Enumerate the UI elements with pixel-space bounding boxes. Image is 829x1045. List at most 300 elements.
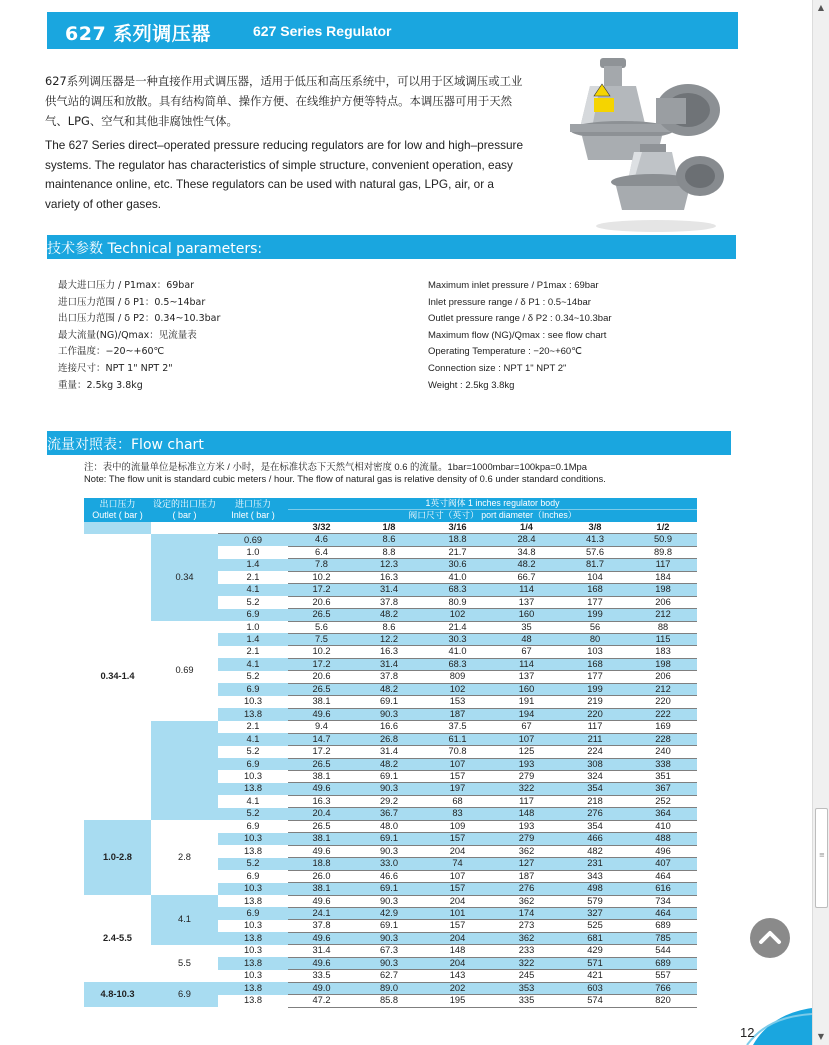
col-header-body: 1英寸阀体 1 inches regulator body	[288, 498, 697, 510]
flow-value-cell: 26.5	[288, 758, 355, 770]
col-header-outlet: 出口压力 Outlet ( bar )	[84, 498, 151, 522]
flow-value-cell: 102	[423, 609, 492, 621]
inlet-pressure-cell: 4.1	[218, 658, 288, 670]
flow-value-cell: 69.1	[355, 920, 423, 932]
flow-value-cell: 31.4	[355, 584, 423, 596]
flow-table-body	[84, 534, 697, 1007]
flow-value-cell: 42.9	[355, 907, 423, 919]
flow-value-cell: 69.1	[355, 883, 423, 895]
set-outlet-cell: 2.8	[151, 820, 218, 895]
flow-value-cell: 18.8	[423, 534, 492, 546]
regulator-product-image	[560, 58, 732, 234]
flow-value-cell: 362	[492, 845, 561, 857]
flow-value-cell: 38.1	[288, 770, 355, 782]
flow-value-cell: 49.6	[288, 845, 355, 857]
set-outlet-cell: 6.9	[151, 982, 218, 1007]
flow-value-cell: 17.2	[288, 658, 355, 670]
flow-value-cell: 168	[561, 658, 629, 670]
param-line-en: Maximum inlet pressure / P1max : 69bar	[428, 280, 599, 291]
flow-value-cell: 557	[629, 970, 697, 982]
outlet-range-cell: 4.8-10.3	[84, 982, 151, 1007]
flow-value-cell: 7.5	[288, 633, 355, 645]
flow-value-cell: 107	[423, 870, 492, 882]
flow-chart-heading-bar	[47, 431, 731, 455]
flow-value-cell: 252	[629, 795, 697, 807]
port-size-header: 1/2	[629, 522, 697, 534]
flow-value-cell: 101	[423, 907, 492, 919]
param-line-cn: 最大进口压力 / P1max：69bar	[58, 280, 195, 291]
flow-value-cell: 353	[492, 982, 561, 994]
flow-value-cell: 85.8	[355, 995, 423, 1007]
flow-value-cell: 26.5	[288, 609, 355, 621]
flow-value-cell: 30.3	[423, 633, 492, 645]
flow-value-cell: 322	[492, 783, 561, 795]
flow-value-cell: 33.5	[288, 970, 355, 982]
flow-value-cell: 574	[561, 995, 629, 1007]
flow-value-cell: 204	[423, 845, 492, 857]
param-line-cn: 出口压力范围 / δ P2：0.34~10.3bar	[58, 313, 221, 325]
flow-value-cell: 103	[561, 646, 629, 658]
page-title-cn: 627 系列调压器	[65, 23, 211, 45]
flow-value-cell: 327	[561, 907, 629, 919]
flow-value-cell: 114	[492, 658, 561, 670]
flow-value-cell: 195	[423, 995, 492, 1007]
flow-value-cell: 107	[492, 733, 561, 745]
port-size-header: 3/8	[561, 522, 629, 534]
flow-value-cell: 66.7	[492, 571, 561, 583]
flow-value-cell: 169	[629, 721, 697, 733]
param-line-en: Maximum flow (NG)/Qmax : see flow chart	[428, 329, 607, 341]
flow-value-cell: 107	[423, 758, 492, 770]
flow-value-cell: 57.6	[561, 546, 629, 558]
inlet-pressure-cell: 0.69	[218, 534, 288, 546]
flow-value-cell: 62.7	[355, 970, 423, 982]
flow-value-cell: 245	[492, 970, 561, 982]
flow-value-cell: 197	[423, 783, 492, 795]
flow-value-cell: 48.2	[355, 758, 423, 770]
inlet-pressure-cell: 5.2	[218, 746, 288, 758]
inlet-pressure-cell: 4.1	[218, 584, 288, 596]
inlet-pressure-cell: 2.1	[218, 646, 288, 658]
flow-value-cell: 102	[423, 683, 492, 695]
inlet-pressure-cell: 13.8	[218, 895, 288, 907]
param-line-en: Inlet pressure range / δ P1 : 0.5~14bar	[428, 296, 591, 308]
flow-value-cell: 109	[423, 820, 492, 832]
flow-value-cell: 38.1	[288, 883, 355, 895]
flow-value-cell: 81.7	[561, 559, 629, 571]
flow-value-cell: 157	[423, 833, 492, 845]
flow-value-cell: 177	[561, 596, 629, 608]
flow-value-cell: 199	[561, 683, 629, 695]
flow-value-cell: 47.2	[288, 995, 355, 1007]
flow-value-cell: 115	[629, 633, 697, 645]
inlet-pressure-cell: 6.9	[218, 870, 288, 882]
flow-value-cell: 279	[492, 770, 561, 782]
flow-value-cell: 482	[561, 845, 629, 857]
flow-value-cell: 324	[561, 770, 629, 782]
flow-value-cell: 17.2	[288, 584, 355, 596]
page-number: 12	[740, 1025, 755, 1040]
flow-value-cell: 766	[629, 982, 697, 994]
flow-value-cell: 49.6	[288, 932, 355, 944]
inlet-pressure-cell: 13.8	[218, 982, 288, 994]
flow-value-cell: 160	[492, 609, 561, 621]
flow-value-cell: 117	[492, 795, 561, 807]
inlet-pressure-cell: 10.3	[218, 883, 288, 895]
flow-value-cell: 809	[423, 671, 492, 683]
flow-value-cell: 464	[629, 870, 697, 882]
set-outlet-cell: 5.5	[151, 945, 218, 982]
flow-value-cell: 41.0	[423, 571, 492, 583]
flow-value-cell: 29.2	[355, 795, 423, 807]
flow-value-cell: 8.6	[355, 621, 423, 633]
flow-value-cell: 544	[629, 945, 697, 957]
flow-value-cell: 67	[492, 721, 561, 733]
param-line-en: Outlet pressure range / δ P2 : 0.34~10.3bar	[428, 313, 612, 325]
inlet-pressure-cell: 13.8	[218, 957, 288, 969]
flow-value-cell: 362	[492, 932, 561, 944]
corner-swoosh-decoration	[745, 1006, 812, 1045]
param-line-cn: 重量：2.5kg 3.8kg	[58, 379, 143, 391]
flow-value-cell: 206	[629, 596, 697, 608]
flow-value-cell: 429	[561, 945, 629, 957]
flow-value-cell: 7.8	[288, 559, 355, 571]
flow-value-cell: 30.6	[423, 559, 492, 571]
flow-value-cell: 199	[561, 609, 629, 621]
flow-value-cell: 206	[629, 671, 697, 683]
flow-value-cell: 24.1	[288, 907, 355, 919]
flow-value-cell: 276	[561, 808, 629, 820]
flow-value-cell: 38.1	[288, 833, 355, 845]
flow-value-cell: 8.8	[355, 546, 423, 558]
flow-value-cell: 67	[492, 646, 561, 658]
flow-value-cell: 157	[423, 920, 492, 932]
flow-value-cell: 734	[629, 895, 697, 907]
flow-value-cell: 273	[492, 920, 561, 932]
inlet-pressure-cell: 1.0	[218, 546, 288, 558]
port-size-header: 1/4	[492, 522, 561, 534]
flow-value-cell: 68	[423, 795, 492, 807]
flow-value-cell: 20.6	[288, 671, 355, 683]
flow-value-cell: 35	[492, 621, 561, 633]
flow-value-cell: 362	[492, 895, 561, 907]
inlet-pressure-cell: 13.8	[218, 932, 288, 944]
inlet-pressure-cell: 1.4	[218, 633, 288, 645]
flow-value-cell: 488	[629, 833, 697, 845]
flow-value-cell: 26.5	[288, 820, 355, 832]
flow-value-cell: 117	[629, 559, 697, 571]
inlet-pressure-cell: 6.9	[218, 820, 288, 832]
flow-value-cell: 41.0	[423, 646, 492, 658]
set-outlet-cell	[151, 721, 218, 821]
flow-value-cell: 37.8	[355, 671, 423, 683]
flow-value-cell: 191	[492, 696, 561, 708]
param-line-cn: 进口压力范围 / δ P1：0.5~14bar	[58, 296, 206, 308]
flow-value-cell: 525	[561, 920, 629, 932]
flow-value-cell: 16.6	[355, 721, 423, 733]
page-title-en: 627 Series Regulator	[253, 23, 392, 39]
flow-value-cell: 69.1	[355, 770, 423, 782]
flow-value-cell: 56	[561, 621, 629, 633]
flow-value-cell: 10.2	[288, 571, 355, 583]
chevron-up-icon	[750, 918, 790, 958]
flow-value-cell: 83	[423, 808, 492, 820]
flow-value-cell: 80	[561, 633, 629, 645]
flow-value-cell: 351	[629, 770, 697, 782]
flow-value-cell: 218	[561, 795, 629, 807]
flow-value-cell: 90.3	[355, 783, 423, 795]
flow-value-cell: 26.0	[288, 870, 355, 882]
flow-chart-heading: 流量对照表：Flow chart	[47, 437, 204, 453]
set-outlet-cell: 0.69	[151, 621, 218, 721]
flow-value-cell: 820	[629, 995, 697, 1007]
col-header-inlet: 进口压力 Inlet ( bar )	[218, 498, 288, 522]
flow-value-cell: 616	[629, 883, 697, 895]
flow-value-cell: 211	[561, 733, 629, 745]
title-bar	[47, 12, 738, 49]
flow-value-cell: 148	[492, 808, 561, 820]
outlet-range-cell: 1.0-2.8	[84, 820, 151, 895]
flow-value-cell: 157	[423, 883, 492, 895]
grip-icon: ≡	[819, 851, 825, 859]
flow-chart-table	[84, 498, 697, 1008]
flow-value-cell: 21.7	[423, 546, 492, 558]
flow-value-cell: 220	[629, 696, 697, 708]
inlet-pressure-cell: 6.9	[218, 683, 288, 695]
flow-value-cell: 90.3	[355, 895, 423, 907]
flow-value-cell: 212	[629, 609, 697, 621]
flow-value-cell: 31.4	[288, 945, 355, 957]
flow-value-cell: 31.4	[355, 746, 423, 758]
flow-value-cell: 240	[629, 746, 697, 758]
flow-value-cell: 127	[492, 858, 561, 870]
table-row	[84, 621, 697, 633]
param-line-cn: 最大流量(NG)/Qmax：见流量表	[58, 329, 197, 341]
flow-value-cell: 571	[561, 957, 629, 969]
flow-value-cell: 48.2	[355, 683, 423, 695]
flow-value-cell: 338	[629, 758, 697, 770]
flow-value-cell: 421	[561, 970, 629, 982]
intro-paragraph-cn: 627系列调压器是一种直接作用式调压器，适用于低压和高压系统中，可以用于区域调压或工业供气站的调压和放散。具有结构简单、操作方便、在线维护方便等特点。本调压器可用于天然气、LPG、空气和其他非腐蚀性气体。	[45, 74, 523, 128]
flow-value-cell: 177	[561, 671, 629, 683]
port-size-header: 1/8	[355, 522, 423, 534]
flow-value-cell: 80.9	[423, 596, 492, 608]
tech-params-en	[428, 278, 612, 394]
flow-value-cell: 49.6	[288, 957, 355, 969]
flow-value-cell: 157	[423, 770, 492, 782]
flow-value-cell: 194	[492, 708, 561, 720]
flow-value-cell: 14.7	[288, 733, 355, 745]
param-line-en: Weight : 2.5kg 3.8kg	[428, 379, 515, 391]
param-line-cn: 工作温度：−20~+60℃	[58, 346, 165, 358]
flow-value-cell: 48.2	[355, 609, 423, 621]
flow-value-cell: 6.4	[288, 546, 355, 558]
inlet-pressure-cell: 5.2	[218, 808, 288, 820]
flow-value-cell: 12.3	[355, 559, 423, 571]
flow-value-cell: 407	[629, 858, 697, 870]
flow-value-cell: 37.5	[423, 721, 492, 733]
inlet-pressure-cell: 10.3	[218, 833, 288, 845]
table-row	[84, 895, 697, 907]
flow-value-cell: 90.3	[355, 708, 423, 720]
inlet-pressure-cell: 10.3	[218, 770, 288, 782]
flow-value-cell: 233	[492, 945, 561, 957]
inlet-pressure-cell: 10.3	[218, 945, 288, 957]
flow-value-cell: 114	[492, 584, 561, 596]
flow-value-cell: 26.5	[288, 683, 355, 695]
flow-value-cell: 16.3	[288, 795, 355, 807]
flow-value-cell: 579	[561, 895, 629, 907]
flow-value-cell: 90.3	[355, 845, 423, 857]
flow-value-cell: 70.8	[423, 746, 492, 758]
flow-value-cell: 496	[629, 845, 697, 857]
inlet-pressure-cell: 6.9	[218, 907, 288, 919]
flow-value-cell: 12.2	[355, 633, 423, 645]
flow-value-cell: 61.1	[423, 733, 492, 745]
flow-value-cell: 187	[492, 870, 561, 882]
flow-value-cell: 50.9	[629, 534, 697, 546]
tech-params-heading-bar	[47, 235, 736, 259]
set-outlet-cell: 0.34	[151, 534, 218, 621]
inlet-pressure-cell: 5.2	[218, 671, 288, 683]
table-row	[84, 820, 697, 832]
flow-value-cell: 183	[629, 646, 697, 658]
flow-value-cell: 8.6	[355, 534, 423, 546]
flow-value-cell: 48	[492, 633, 561, 645]
flow-value-cell: 689	[629, 957, 697, 969]
flow-value-cell: 68.3	[423, 584, 492, 596]
flow-value-cell: 4.6	[288, 534, 355, 546]
flow-value-cell: 220	[561, 708, 629, 720]
flow-value-cell: 231	[561, 858, 629, 870]
flow-value-cell: 67.3	[355, 945, 423, 957]
flow-value-cell: 367	[629, 783, 697, 795]
inlet-pressure-cell: 5.2	[218, 596, 288, 608]
flow-value-cell: 204	[423, 932, 492, 944]
table-row	[84, 945, 697, 957]
flow-value-cell: 279	[492, 833, 561, 845]
flow-value-cell: 88	[629, 621, 697, 633]
port-size-header: 3/32	[288, 522, 355, 534]
flow-note-cn: 注：表中的流量单位是标准立方米 / 小时，是在标准状态下天然气相对密度 0.6 的流量。1bar=1000mbar=100kpa=0.1Mpa	[84, 461, 587, 472]
flow-value-cell: 90.3	[355, 932, 423, 944]
back-to-top-button[interactable]	[750, 918, 790, 958]
tech-params-heading: 技术参数 Technical parameters:	[47, 241, 263, 257]
set-outlet-cell: 4.1	[151, 895, 218, 945]
inlet-pressure-cell: 13.8	[218, 845, 288, 857]
flow-value-cell: 69.1	[355, 833, 423, 845]
inlet-pressure-cell: 2.1	[218, 571, 288, 583]
inlet-pressure-cell: 6.9	[218, 758, 288, 770]
flow-value-cell: 276	[492, 883, 561, 895]
flow-value-cell: 204	[423, 957, 492, 969]
flow-chart-note	[84, 461, 606, 484]
flow-value-cell: 49.6	[288, 708, 355, 720]
flow-value-cell: 36.7	[355, 808, 423, 820]
flow-value-cell: 137	[492, 596, 561, 608]
flow-value-cell: 335	[492, 995, 561, 1007]
flow-value-cell: 26.8	[355, 733, 423, 745]
port-size-header: 3/16	[423, 522, 492, 534]
flow-value-cell: 168	[561, 584, 629, 596]
inlet-pressure-cell: 13.8	[218, 995, 288, 1007]
inlet-pressure-cell: 4.1	[218, 733, 288, 745]
flow-value-cell: 17.2	[288, 746, 355, 758]
flow-value-cell: 681	[561, 932, 629, 944]
flow-value-cell: 48.2	[492, 559, 561, 571]
table-row	[84, 721, 697, 733]
inlet-pressure-cell: 13.8	[218, 783, 288, 795]
inlet-pressure-cell: 6.9	[218, 609, 288, 621]
inlet-pressure-cell: 10.3	[218, 920, 288, 932]
flow-value-cell: 148	[423, 945, 492, 957]
vertical-scrollbar[interactable]	[812, 0, 829, 1045]
inlet-pressure-cell: 5.2	[218, 858, 288, 870]
flow-value-cell: 466	[561, 833, 629, 845]
flow-value-cell: 137	[492, 671, 561, 683]
param-line-en: Operating Temperature : −20~+60℃	[428, 346, 582, 358]
flow-value-cell: 16.3	[355, 571, 423, 583]
param-line-en: Connection size : NPT 1" NPT 2"	[428, 362, 567, 374]
flow-value-cell: 689	[629, 920, 697, 932]
flow-value-cell: 354	[561, 783, 629, 795]
flow-value-cell: 9.4	[288, 721, 355, 733]
flow-value-cell: 74	[423, 858, 492, 870]
flow-value-cell: 174	[492, 907, 561, 919]
inlet-pressure-cell: 10.3	[218, 970, 288, 982]
flow-value-cell: 20.4	[288, 808, 355, 820]
flow-value-cell: 68.3	[423, 658, 492, 670]
flow-value-cell: 187	[423, 708, 492, 720]
scrollbar-thumb[interactable]	[815, 808, 828, 908]
flow-note-en: Note: The flow unit is standard cubic meters / hour. The flow of natural gas is relative density of 0.6 under standard conditions.	[84, 472, 606, 484]
inlet-pressure-cell: 2.1	[218, 721, 288, 733]
scroll-down-arrow-icon[interactable]: ▼	[817, 1032, 825, 1041]
flow-value-cell: 202	[423, 982, 492, 994]
flow-value-cell: 33.0	[355, 858, 423, 870]
flow-value-cell: 498	[561, 883, 629, 895]
flow-value-cell: 89.8	[629, 546, 697, 558]
flow-value-cell: 160	[492, 683, 561, 695]
flow-value-cell: 125	[492, 746, 561, 758]
flow-value-cell: 603	[561, 982, 629, 994]
flow-value-cell: 198	[629, 584, 697, 596]
flow-value-cell: 37.8	[288, 920, 355, 932]
table-row	[84, 982, 697, 994]
flow-value-cell: 69.1	[355, 696, 423, 708]
flow-value-cell: 21.4	[423, 621, 492, 633]
flow-value-cell: 198	[629, 658, 697, 670]
flow-value-cell: 228	[629, 733, 697, 745]
scroll-up-arrow-icon[interactable]: ▲	[817, 3, 825, 12]
flow-value-cell: 31.4	[355, 658, 423, 670]
flow-value-cell: 18.8	[288, 858, 355, 870]
flow-value-cell: 89.0	[355, 982, 423, 994]
outlet-range-cell: 2.4-5.5	[84, 895, 151, 982]
flow-value-cell: 204	[423, 895, 492, 907]
flow-value-cell: 46.6	[355, 870, 423, 882]
flow-value-cell: 785	[629, 932, 697, 944]
flow-value-cell: 410	[629, 820, 697, 832]
flow-value-cell: 219	[561, 696, 629, 708]
outlet-range-cell: 0.34-1.4	[84, 534, 151, 820]
intro-paragraph-en: The 627 Series direct–operated pressure reducing regulators are for low and high–pressure systems. The regulator has characteristics of simple structure, convenient operation, easy maintenance online, etc. These regulators can be used with natural gas, LPG, air, or a variety of other gases.	[45, 138, 524, 211]
flow-value-cell: 48.0	[355, 820, 423, 832]
flow-value-cell: 193	[492, 820, 561, 832]
flow-value-cell: 184	[629, 571, 697, 583]
flow-value-cell: 41.3	[561, 534, 629, 546]
flow-value-cell: 49.0	[288, 982, 355, 994]
